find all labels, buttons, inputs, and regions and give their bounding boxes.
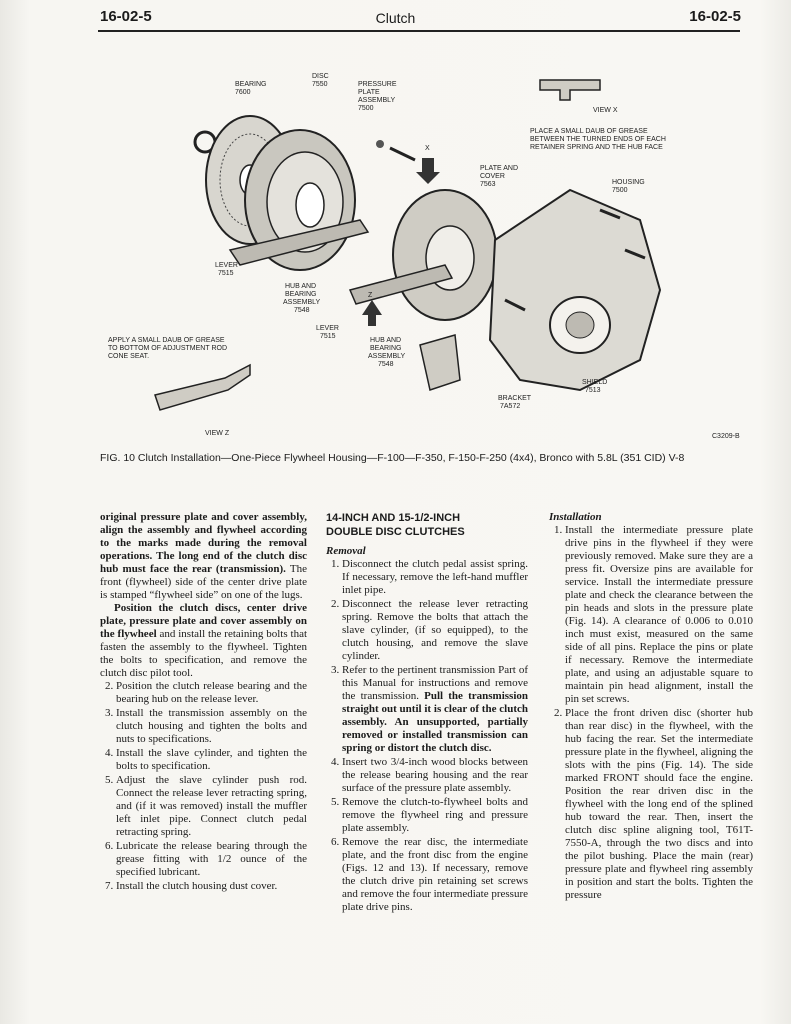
svg-text:BEARING: BEARING (285, 291, 317, 298)
list-item: 6. Lubricate the release bearing through the grease fitting with 1/2 ounce of the specified lubricant. (116, 840, 307, 879)
diagram-svg (100, 60, 750, 450)
svg-text:ASSEMBLY: ASSEMBLY (358, 97, 396, 104)
page-number-left: 16-02-5 (100, 8, 152, 25)
list-item: 4. Insert two 3/4-inch wood blocks between the release bearing housing and the rear surface of the pressure plate assembly. (342, 756, 528, 795)
list-item: 1. Disconnect the clutch pedal assist spring. If necessary, remove the left-hand muffler inlet pipe. (342, 558, 528, 597)
removal-steps (326, 558, 528, 914)
subheading-installation: Installation (549, 511, 602, 523)
housing-part (490, 190, 660, 390)
svg-text:7515: 7515 (320, 333, 336, 340)
list-item: 2. Position the clutch release bearing and the bearing hub on the release lever. (116, 680, 307, 706)
section-title: Clutch (375, 10, 416, 26)
label-hub-bearing-2: HUB AND (370, 337, 402, 344)
svg-text:7A572: 7A572 (500, 403, 521, 410)
label-hub-bearing: HUB AND (285, 283, 317, 290)
svg-text:TO BOTTOM OF ADJUSTMENT ROD: TO BOTTOM OF ADJUSTMENT ROD (108, 345, 228, 352)
svg-text:7548: 7548 (294, 307, 310, 314)
installation-steps (549, 524, 753, 902)
note-view-x: PLACE A SMALL DAUB OF GREASE (530, 128, 648, 135)
list-item: 6. Remove the rear disc, the intermediate plate, and the front disc from the engine (Figs. 12 and 13). If necessary, remove the clutch drive pin retaining set screws and remove the four intermediate pressure plate drive pins. (342, 836, 528, 914)
view-x-detail (540, 80, 600, 100)
text-column-3 (549, 511, 753, 903)
page-number-right: 16-02-5 (689, 8, 741, 25)
section-heading: 14-INCH AND 15-1/2-INCH DOUBLE DISC CLUTCHES (326, 512, 465, 538)
bracket-part (420, 335, 460, 390)
text-column-2 (326, 511, 528, 915)
figure-caption: FIG. 10 Clutch Installation—One-Piece Flywheel Housing—F-100—F-350, F-150-F-250 (4x4), Bronco with 5.8L (351 CID) V-8 (100, 452, 685, 464)
view-z-fork (155, 365, 250, 410)
list-item: 3. Install the transmission assembly on the clutch housing and tighten the bolts and nuts to specifications. (116, 707, 307, 746)
svg-text:7550: 7550 (312, 81, 328, 88)
arrow-x (416, 158, 440, 184)
text-column-1 (100, 511, 307, 894)
list-item: 3. Refer to the pertinent transmission Part of this Manual for instructions and remove the transmission. Pull the transmission straight out until it is clear of the clutch assembly. An unsupported, partially removed or installed transmission can spring or distort the clutch disc. (342, 664, 528, 755)
svg-text:ASSEMBLY: ASSEMBLY (368, 353, 406, 360)
subheading-removal: Removal (326, 545, 366, 557)
label-view-z: VIEW Z (205, 430, 230, 437)
note-view-z: APPLY A SMALL DAUB OF GREASE (108, 337, 225, 344)
steps-list-1 (100, 680, 307, 893)
svg-text:ASSEMBLY: ASSEMBLY (283, 299, 321, 306)
svg-text:7500: 7500 (612, 187, 628, 194)
label-lever: LEVER (215, 262, 238, 269)
figure-code: C3209-B (712, 433, 740, 440)
list-item: 2. Place the front driven disc (shorter hub than rear disc) in the flywheel, with the hub facing the rear. Set the intermediate pressure plate in the flywheel, aligning the slots with the pins (Fig. 14). The side marked FRONT should face the engine. Position the rear driven disc in the flywheel with the long end of the splined hub toward the rear. Then, insert the clutch disc spline aligning tool, T61T-7550-A, through the two discs and into the pilot bushing. Place the main (rear) pressure plate and flywheel ring assembly in position and start the bolts. Tighten the pressure (565, 707, 753, 902)
paragraph-1: original pressure plate and cover assembly, align the assembly and flywheel according to the marks made during the removal operations. The long end of the clutch disc hub must face the rear (transmission). The front (flywheel) side of the center drive plate is stamped “flywheel side” on one of the lugs. (100, 511, 307, 601)
svg-text:7515: 7515 (218, 270, 234, 277)
clutch-exploded-diagram (100, 60, 750, 450)
label-lever-2: LEVER (316, 325, 339, 332)
svg-text:X: X (425, 145, 430, 152)
label-housing: HOUSING (612, 179, 645, 186)
list-item: 7. Install the clutch housing dust cover. (116, 880, 307, 893)
arrow-z (362, 300, 382, 326)
list-item: 5. Remove the clutch-to-flywheel bolts and remove the flywheel ring and pressure plate assembly. (342, 796, 528, 835)
svg-text:RETAINER SPRING AND THE HUB FA: RETAINER SPRING AND THE HUB FACE (530, 144, 663, 151)
label-view-x: VIEW X (593, 107, 618, 114)
label-bearing: BEARING (235, 81, 267, 88)
label-disc: DISC (312, 73, 329, 80)
svg-text:COVER: COVER (480, 173, 505, 180)
list-item: 1. Install the intermediate pressure plate drive pins in the flywheel if they were previously removed. Make sure they are a press fit. Oversize pins are available for service. Install the intermediate pressure plate and check the clearance between the pin heads and slots in the pressure plate (Fig. 14). A clearance of 0.006 to 0.010 inch must exist, measured on the same side of all pins. Replace the pins or plate if necessary. Remove the intermediate plate, and using an adjustable square to maintain pin head alignment, install the pin set screws. (565, 524, 753, 706)
label-pressure-plate: PRESSURE (358, 81, 397, 88)
list-item: 4. Install the slave cylinder, and tighten the bolts to specification. (116, 747, 307, 773)
paragraph-2: Position the clutch discs, center drive plate, pressure plate and cover assembly on the flywheel and install the retaining bolts that fasten the assembly to the flywheel. Tighten the bolts to specification, and remove the clutch disc pilot tool. (100, 602, 308, 679)
svg-text:7548: 7548 (378, 361, 394, 368)
svg-text:Z: Z (368, 292, 373, 299)
svg-text:CONE SEAT.: CONE SEAT. (108, 353, 150, 360)
label-shield: SHIELD (582, 379, 608, 386)
svg-text:7513: 7513 (585, 387, 601, 394)
list-item: 5. Adjust the slave cylinder push rod. Connect the release lever retracting spring, and (if it was removed) install the muffler left inlet pipe. Connect clutch pedal retracting spring. (116, 774, 307, 839)
bolt-part (390, 148, 415, 160)
list-item: 2. Disconnect the release lever retracting spring. Remove the bolts that attach the slave cylinder, (if so equipped), to the clutch housing, and remove the slave cylinder. (342, 598, 528, 663)
svg-text:PLATE: PLATE (358, 89, 380, 96)
svg-text:BEARING: BEARING (370, 345, 402, 352)
header-rule (98, 30, 740, 32)
label-bracket: BRACKET (498, 395, 532, 402)
label-plate-cover: PLATE AND (480, 165, 518, 172)
svg-text:7500: 7500 (358, 105, 374, 112)
svg-text:BETWEEN THE TURNED ENDS OF EAC: BETWEEN THE TURNED ENDS OF EACH (530, 136, 666, 143)
svg-text:7563: 7563 (480, 181, 496, 188)
svg-text:7600: 7600 (235, 89, 251, 96)
